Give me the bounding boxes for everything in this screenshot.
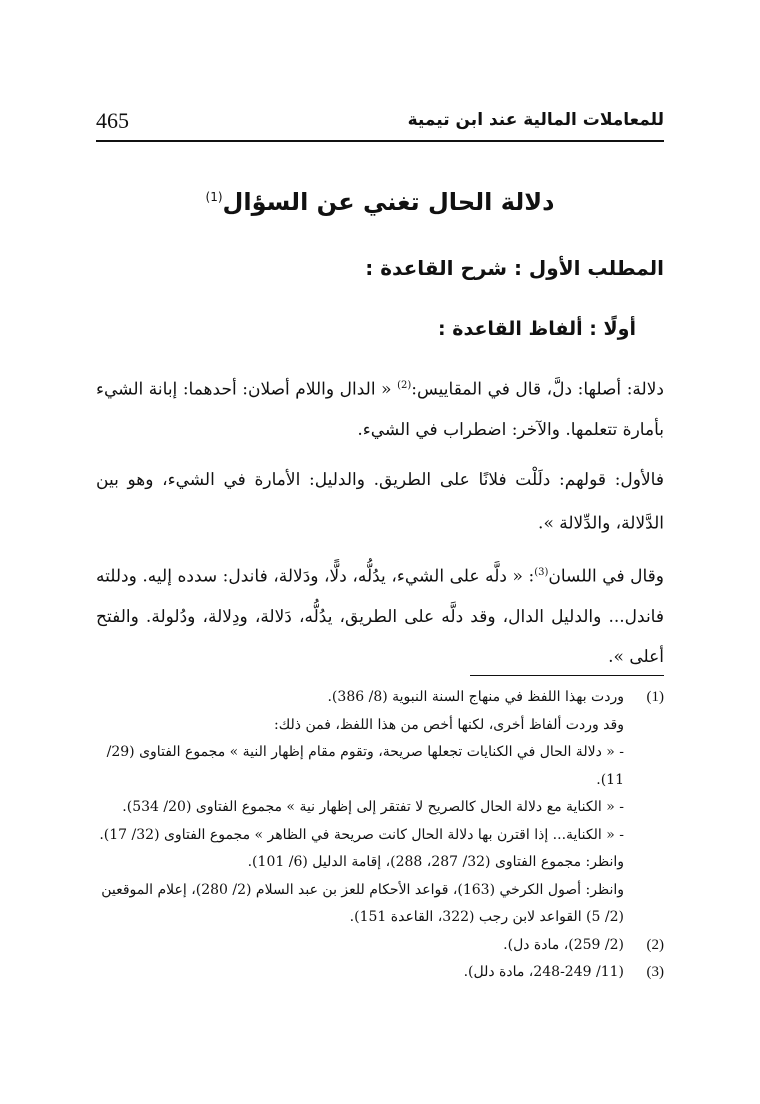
footnote-line: وانظر: أصول الكرخي (163)، قواعد الأحكام للعز بن عبد السلام (2/ 280)، إعلام الموقعين (2/ 5) القواعد لابن رجب (322، القاعدة 151). xyxy=(101,881,624,925)
paragraph-text: فالأول: قولهم: دلَلْت فلانًا على الطريق. والدليل: الأمارة في الشيء، وهو بين الدَّلالة، والدِّلالة ». xyxy=(96,469,664,534)
footnotes xyxy=(96,684,664,987)
footnote-number: (2) xyxy=(646,936,664,953)
footnote-line: وقد وردت ألفاظ أخرى، لكنها أخص من هذا اللفظ، فمن ذلك: xyxy=(274,716,624,733)
section-heading: المطلب الأول : شرح القاعدة : xyxy=(365,256,664,280)
footnote-line: - « دلالة الحال في الكنايات تجعلها صريحة، وتقوم مقام إظهار النية » مجموع الفتاوى (29/ 11). xyxy=(106,744,624,788)
footnote-line: (11/ 248-249، مادة دلل). xyxy=(463,964,624,980)
paragraph-text: : « دلَّه على الشيء، يدُلُّه، دلًّا، ودَلالة، فاندل: سدده إليه. ودللته فاندل... والدليل الدال، وقد دلَّه على الطريق، يدُلُّه، دَلالة، ودِلالة، ودُلولة. والفتح أعلى ». xyxy=(96,566,664,667)
footnote-body xyxy=(96,684,624,932)
footnote-line: (2/ 259)، مادة دل). xyxy=(503,936,624,953)
footnote-line: وردت بهذا اللفظ في منهاج السنة النبوية (8/ 386). xyxy=(327,689,624,705)
footnote-marker: (1) xyxy=(205,190,223,204)
body-text xyxy=(96,366,664,687)
page-header xyxy=(96,108,664,138)
footnote xyxy=(96,932,664,960)
paragraph-text: « الدال واللام أصلان: أحدهما: إبانة الشيء بأمارة تتعلمها. والآخر: اضطراب في الشيء. xyxy=(96,379,664,440)
paragraph-text: وقال في اللسان xyxy=(548,566,664,587)
footnote-line: - « الكناية... إذا اقترن بها دلالة الحال كانت صريحة في الظاهر » مجموع الفتاوى (32/ 17). xyxy=(99,826,624,843)
footnote xyxy=(96,959,664,987)
paragraph xyxy=(96,460,664,544)
chapter-title xyxy=(96,188,664,216)
page-number: 465 xyxy=(96,108,129,133)
header-rule xyxy=(96,140,664,142)
paragraph-text: دلالة: أصلها: دلَّ، قال في المقاييس: xyxy=(411,379,664,400)
footnote-body xyxy=(96,932,624,960)
paragraph xyxy=(96,553,664,677)
footnote-number: (1) xyxy=(646,689,664,705)
running-title: للمعاملات المالية عند ابن تيمية xyxy=(407,110,664,130)
sub-heading: أولًا : ألفاظ القاعدة : xyxy=(438,318,636,340)
footnote-marker: (2) xyxy=(397,380,412,391)
footnote-body xyxy=(96,959,624,987)
footnote-marker: (3) xyxy=(534,567,549,579)
footnote-line: وانظر: مجموع الفتاوى (32/ 287، 288)، إقامة الدليل (6/ 101). xyxy=(247,854,624,870)
chapter-title-text: دلالة الحال تغني عن السؤال xyxy=(222,188,555,216)
footnote xyxy=(96,684,664,932)
paragraph xyxy=(96,366,664,450)
footnote-number: (3) xyxy=(646,964,664,980)
footnote-separator xyxy=(470,675,664,676)
footnote-line: - « الكناية مع دلالة الحال كالصريح لا تفتقر إلى إظهار نية » مجموع الفتاوى (20/ 534). xyxy=(122,799,624,815)
